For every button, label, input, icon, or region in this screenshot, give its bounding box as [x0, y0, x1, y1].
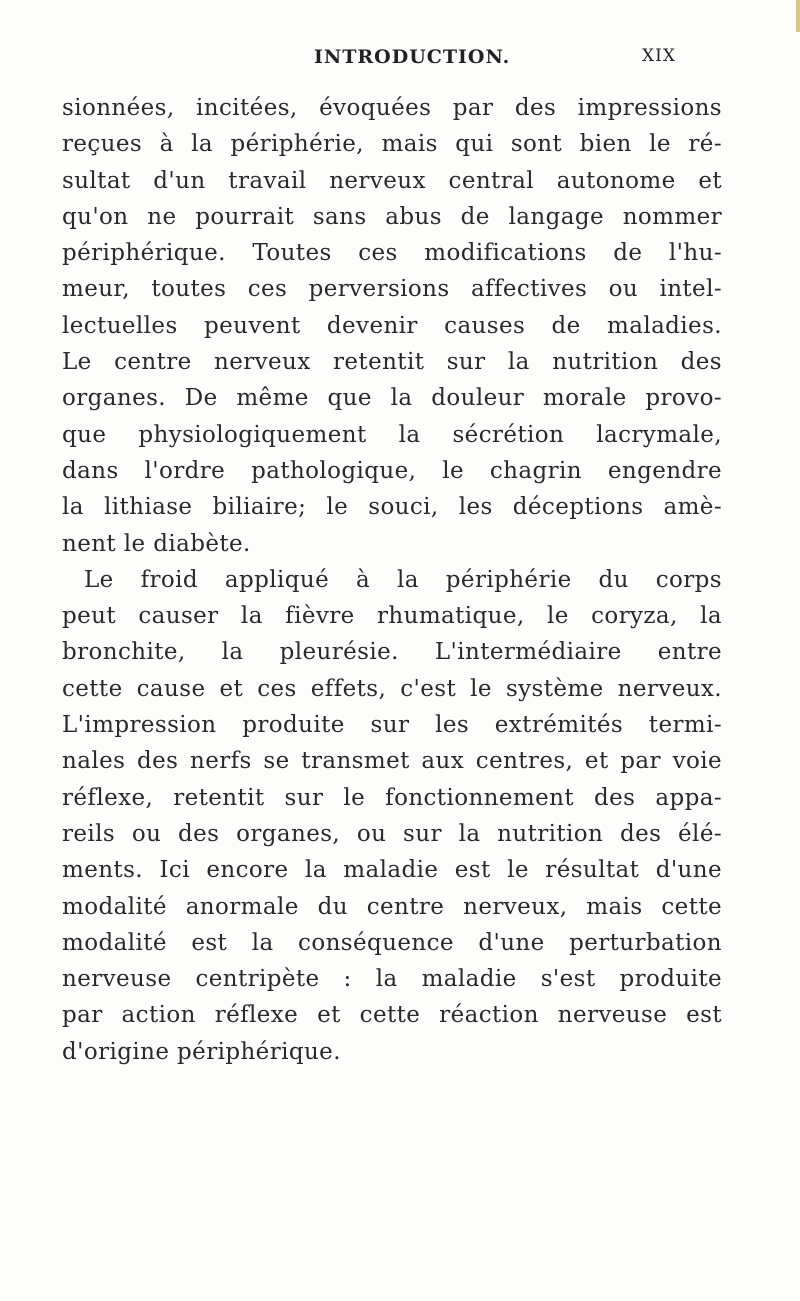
text-line: nales des nerfs se transmet aux centres, et par voie: [62, 748, 722, 775]
text-line: modalité est la conséquence d'une perturbation: [62, 929, 722, 956]
text-line: nerveuse centripète : la maladie s'est produite: [62, 966, 722, 993]
text-line: sultat d'un travail nerveux central autonome et: [62, 167, 722, 194]
text-line: qu'on ne pourrait sans abus de langage nommer: [62, 203, 722, 230]
text-line: modalité anormale du centre nerveux, mais cette: [62, 893, 722, 920]
paragraph-end-line: nent le diabète.: [62, 530, 251, 557]
text-line: sionnées, incitées, évoquées par des impressions: [62, 95, 722, 121]
paragraph-end-line: d'origine périphérique.: [62, 1038, 341, 1065]
text-line: organes. De même que la douleur morale provo-: [62, 385, 722, 412]
text-line: Le centre nerveux retentit sur la nutrition des: [62, 349, 722, 376]
text-line: lectuelles peuvent devenir causes de maladies.: [62, 312, 722, 339]
text-line: dans l'ordre pathologique, le chagrin engendre: [62, 457, 722, 484]
text-line: par action réflexe et cette réaction nerveuse est: [62, 1002, 722, 1029]
text-line: peut causer la fièvre rhumatique, le coryza, la: [62, 603, 722, 630]
text-line: meur, toutes ces perversions affectives ou intel-: [62, 276, 722, 303]
text-line: périphérique. Toutes ces modifications de l'hu-: [62, 240, 722, 267]
text-line: réflexe, retentit sur le fonctionnement des appa-: [62, 784, 722, 811]
running-title: INTRODUCTION.: [314, 46, 511, 68]
page-number: XIX: [642, 46, 676, 66]
text-line: L'impression produite sur les extrémités termi-: [62, 712, 722, 739]
running-head: [314, 46, 700, 76]
text-line: reçues à la périphérie, mais qui sont bien le ré-: [62, 131, 722, 158]
text-line: reils ou des organes, ou sur la nutrition des élé-: [62, 820, 722, 847]
paragraph-first-line: Le froid appliqué à la périphérie du corps: [84, 566, 722, 593]
text-line: bronchite, la pleurésie. L'intermédiaire entre: [62, 639, 722, 666]
text-line: ments. Ici encore la maladie est le résultat d'une: [62, 857, 722, 884]
text-line: cette cause et ces effets, c'est le système nerveux.: [62, 675, 722, 702]
body-text: [62, 90, 722, 1070]
text-line: la lithiase biliaire; le souci, les déceptions amè-: [62, 494, 722, 521]
page-edge-mark: [796, 0, 800, 32]
text-line: que physiologiquement la sécrétion lacrymale,: [62, 421, 722, 448]
